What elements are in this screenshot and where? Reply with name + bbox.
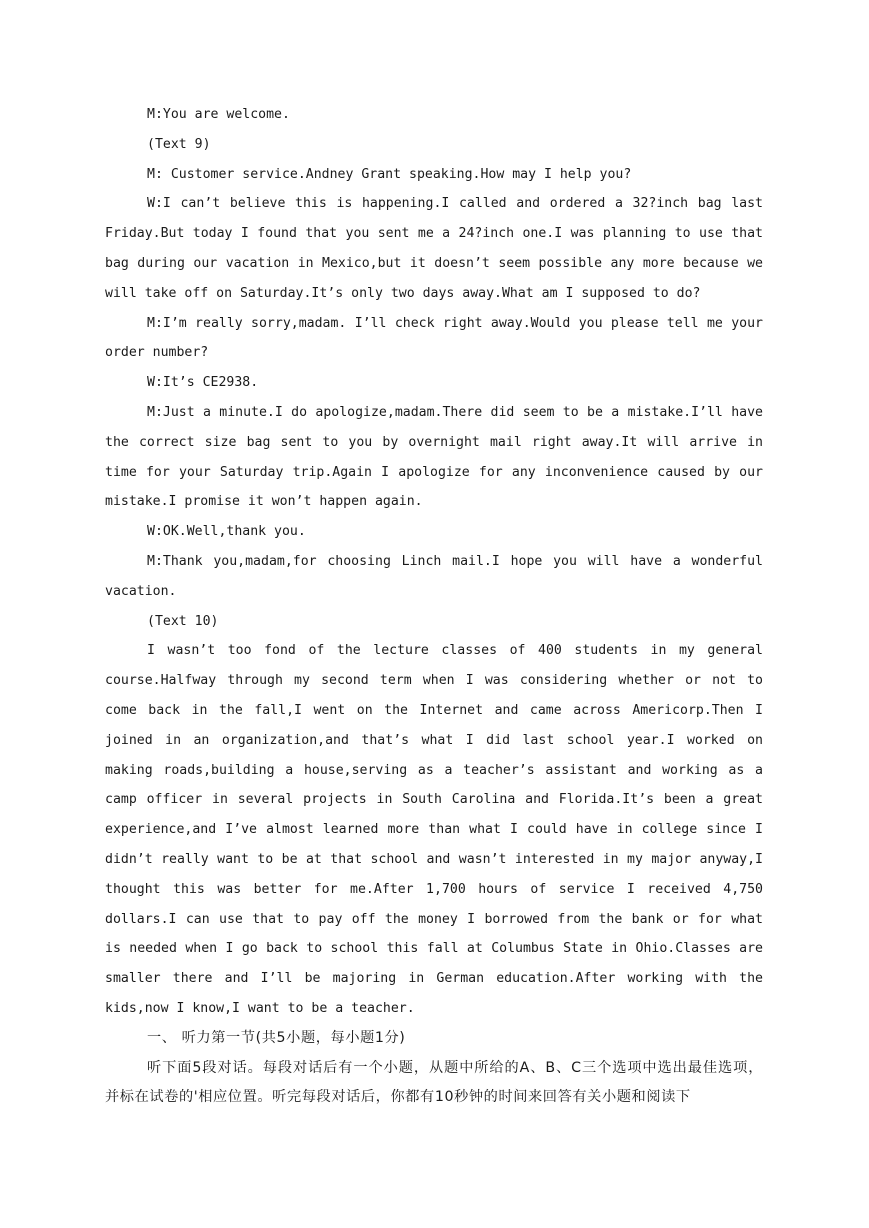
dialogue-line: M:Thank you,madam,for choosing Linch mail.I hope you will have a wonderful vacation. <box>105 553 763 599</box>
instruction-paragraph: 听下面5段对话。每段对话后有一个小题，从题中所给的A、B、C三个选项中选出最佳选项，并标在试卷的'相应位置。听完每段对话后，你都有10秒钟的时间来回答有关小题和阅读下 <box>105 1059 763 1106</box>
dialogue-line: M: Customer service.Andney Grant speaking.How may I help you? <box>147 166 632 182</box>
dialogue-line: M:I’m really sorry,madam. I’ll check right away.Would you please tell me your order number? <box>105 315 763 361</box>
dialogue-line: W:It’s CE2938. <box>147 375 259 391</box>
dialogue-line: W:OK.Well,thank you. <box>147 524 306 540</box>
section-label: (Text 9) <box>147 136 211 152</box>
monologue-paragraph: I wasn’t too fond of the lecture classes of 400 students in my general course.Halfway through my second term when I was considering whether or not to come back in the fall,I went on the Internet and came across Americorp.Then I joined in an organization,and that’s what I did last school year.I worked on making roads,building a house,serving as a teacher’s assistant and working as a camp officer in several projects in South Carolina and Florida.It’s been a great experience,and I’ve almost learned more than what I could have in college since I didn’t really want to be at that school and wasn’t interested in my major anyway,I thought this was better for me.After 1,700 hours of service I received 4,750 dollars.I can use that to pay off the money I borrowed from the bank or for what is needed when I go back to school this fall at Columbus State in Ohio.Classes are smaller there and I’ll be majoring in German education.After working with the kids,now I know,I want to be a teacher. <box>105 643 763 1016</box>
dialogue-line: W:I can’t believe this is happening.I called and ordered a 32?inch bag last Friday.But today I found that you sent me a 24?inch one.I was planning to use that bag during our vacation in Mexico,but it doesn’t seem possible any more because we will take off on Saturday.It’s only two days away.What am I supposed to do? <box>105 196 763 301</box>
section-label: (Text 10) <box>147 613 219 629</box>
section-heading: 一、 听力第一节(共5小题，每小题1分) <box>147 1029 406 1046</box>
dialogue-line: M:You are welcome. <box>147 107 290 122</box>
dialogue-line: M:Just a minute.I do apologize,madam.There did seem to be a mistake.I’ll have the correct size bag sent to you by overnight mail right away.It will arrive in time for your Saturday trip.Again I apologize for any inconvenience caused by our mistake.I promise it won’t happen again. <box>105 404 763 510</box>
document-page <box>105 100 763 1113</box>
